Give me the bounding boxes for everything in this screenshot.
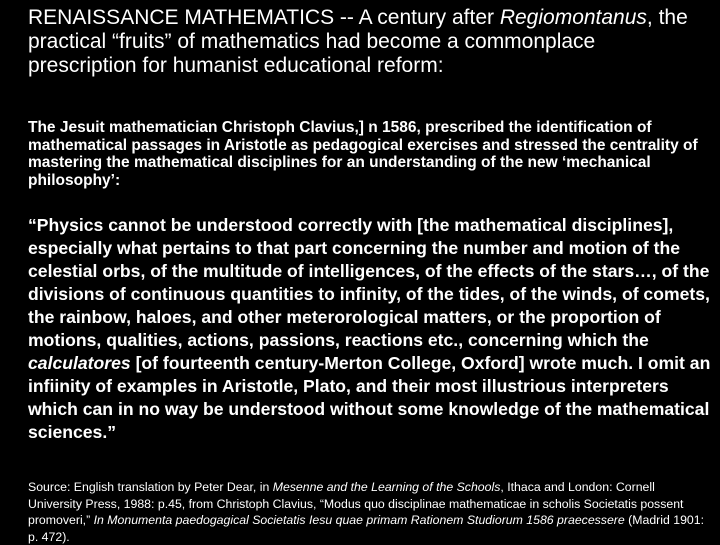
source-text-start: Source: English translation by Peter Dear, in [28,480,273,494]
quote-text-end: [of fourteenth century-Merton College, Oxford] wrote much. I omit an infiinity of examples in Aristotle, Plato, and their most illustrious interpreters which can in no way be understood without some knowledge of the mathematical sciences.” [28,353,711,442]
source-text-middle: , Ithaca and London: Cornell University Press, 1988: p.45, from Christoph Clavius, “Modus quo disciplinae mathematicae in scholis Societatis possent promoveri,” [28,480,684,527]
intro-paragraph: The Jesuit mathematician Christoph Clavius,] n 1586, prescribed the identification of mathematical passages in Aristotle as pedagogical exercises and stressed the centrality of mastering the mathematical disciplines for an understanding of the new ‘mechanical philosophy’: [28,119,698,189]
quote-text-start: “Physics cannot be understood correctly with [the mathematical disciplines], especially what pertains to that part concerning the number and motion of the celestial orbs, of the multitude of intelligences, of the effects of the stars…, of the divisions of continuous quantities to infinity, of the tides, of the winds, of comets, the rainbow, haloes, and other meterorological matters, or the proportion of motions, qualities, actions, passions, reactions etc., concerning which the [28,215,710,350]
source-book-title: Mesenne and the Learning of the Schools [272,480,501,494]
slide-heading [28,6,708,78]
source-text-end: (Madrid 1901: p. 472). [28,513,705,544]
source-collection-title: In Monumenta paedogagical Societatis Iesu quae primam Rationem Studiorum 1586 praecessere [93,513,625,527]
source-citation [28,479,712,545]
heading-text-end: , the practical “fruits” of mathematics had become a commonplace prescription for humanist educational reform: [28,6,688,77]
quote-term-calculatores: calculatores [28,353,131,373]
heading-text-start: RENAISSANCE MATHEMATICS -- A century after [28,6,500,29]
clavius-quote [28,214,712,444]
heading-name-regiomontanus: Regiomontanus [499,6,647,29]
